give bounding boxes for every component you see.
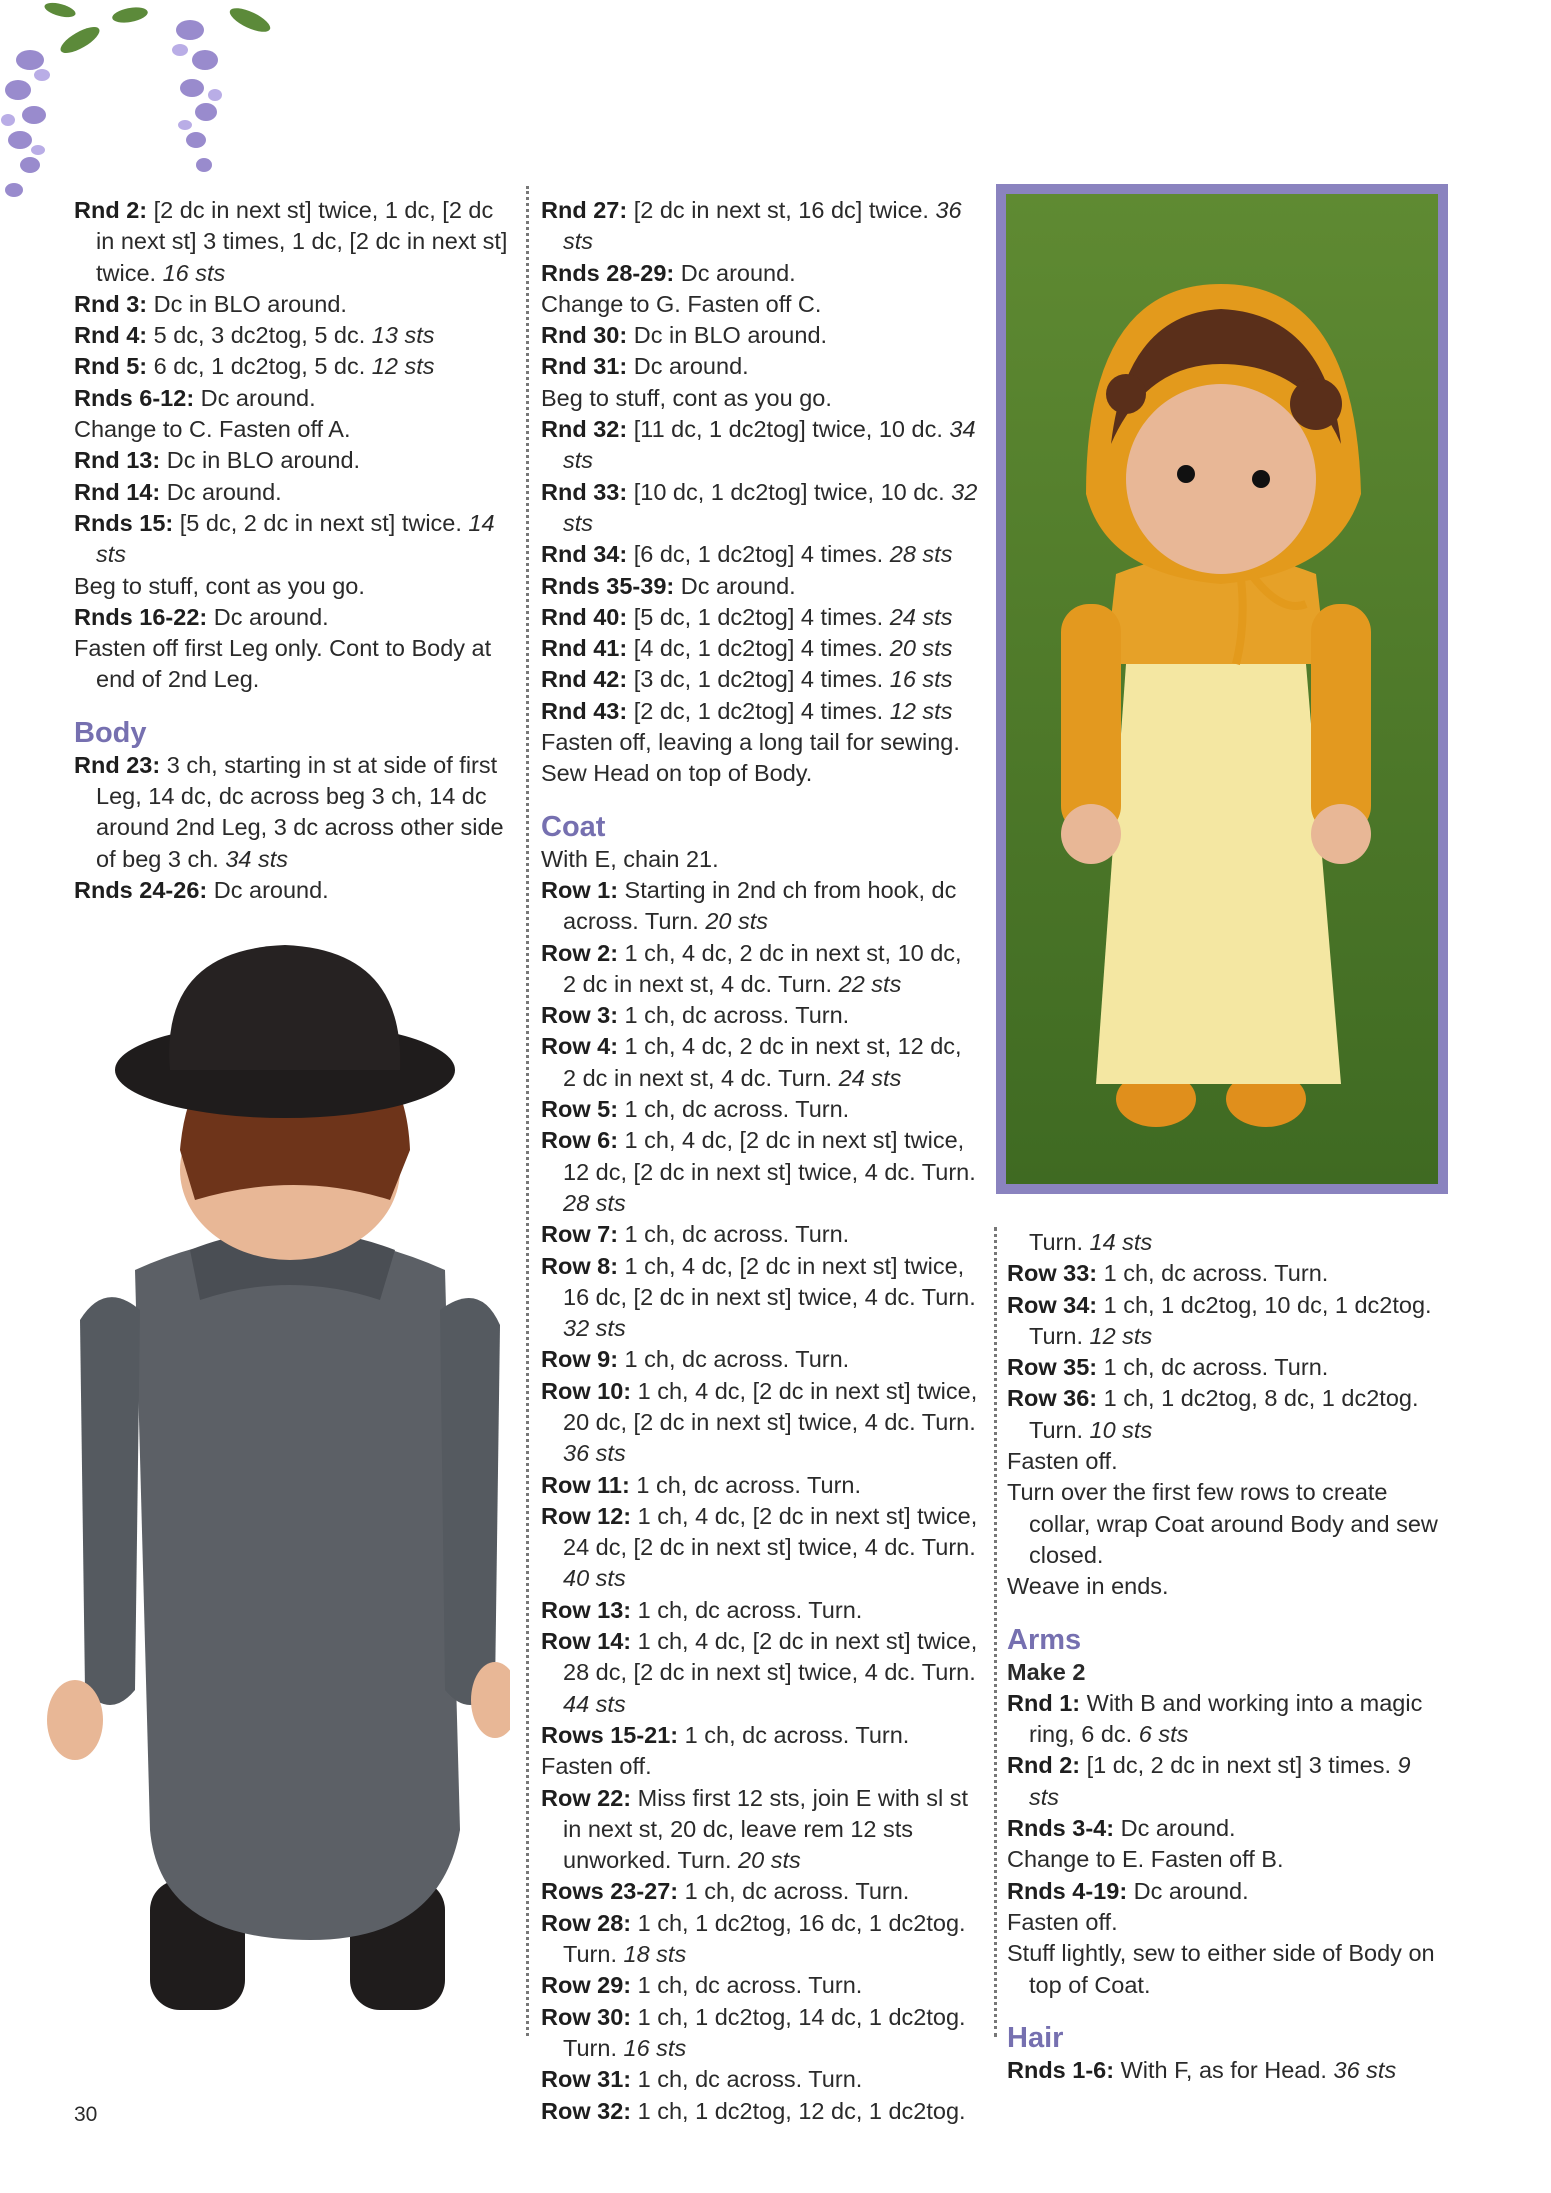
instruction-text: Stuff lightly, sew to either side of Body on top of Coat. bbox=[1007, 1940, 1435, 1998]
stitch-count: 14 sts bbox=[96, 509, 495, 568]
stitch-count: 44 sts bbox=[563, 1690, 626, 1717]
pattern-instruction bbox=[541, 875, 981, 938]
pattern-instruction bbox=[74, 750, 514, 875]
instruction-label: Rnd 3: bbox=[74, 290, 148, 317]
instruction-label: Rows 15-21: bbox=[541, 1721, 679, 1748]
pattern-instruction bbox=[1007, 1844, 1447, 1875]
stitch-count: 36 sts bbox=[563, 197, 962, 255]
instruction-label: Row 11: bbox=[541, 1471, 630, 1498]
pattern-instruction bbox=[541, 1251, 981, 1345]
instruction-label: Rnd 42: bbox=[541, 666, 628, 693]
instruction-text: 1 ch, 4 dc, [2 dc in next st] twice, 12 dc, [2 dc in next st] twice, 4 dc. Turn. bbox=[563, 1127, 976, 1185]
page-number: 30 bbox=[74, 2103, 98, 2126]
pattern-instruction bbox=[541, 195, 981, 258]
instruction-label: Row 5: bbox=[541, 1096, 619, 1123]
instruction-label: Rnd 30: bbox=[541, 322, 628, 349]
pattern-instruction bbox=[74, 508, 514, 571]
stitch-count: 10 sts bbox=[1082, 1416, 1153, 1443]
instruction-text: With B and working into a magic ring, 6 dc. bbox=[1029, 1689, 1423, 1748]
instruction-text: 1 ch, dc across. Turn. bbox=[631, 1972, 863, 1999]
instruction-label: Row 13: bbox=[541, 1596, 632, 1623]
instruction-text: Dc around. bbox=[674, 572, 796, 599]
pattern-instruction bbox=[541, 320, 981, 351]
instruction-label: Row 6: bbox=[541, 1127, 619, 1154]
instruction-text: [2 dc in next st, 16 dc] twice. bbox=[627, 197, 929, 223]
stitch-count: 32 sts bbox=[563, 478, 978, 536]
instruction-text: [10 dc, 1 dc2tog] twice, 10 dc. bbox=[627, 478, 945, 505]
instruction-label: Row 30: bbox=[541, 2003, 632, 2030]
section-heading: Hair bbox=[1007, 2021, 1064, 2054]
pattern-instruction bbox=[541, 633, 981, 664]
instruction-text: 1 ch, 1 dc2tog, 8 dc, 1 dc2tog. Turn. bbox=[1029, 1385, 1419, 1443]
instruction-label: Rnds 16-22: bbox=[74, 603, 208, 630]
pattern-instruction bbox=[541, 1751, 981, 1782]
pattern-instruction bbox=[541, 727, 981, 758]
instruction-label: Rnd 27: bbox=[541, 197, 628, 223]
pattern-instruction bbox=[541, 1783, 981, 1877]
instruction-text: 1 ch, 1 dc2tog, 14 dc, 1 dc2tog. Turn. bbox=[563, 2003, 966, 2061]
instruction-text: 1 ch, dc across. Turn. bbox=[618, 1096, 850, 1123]
pattern-instruction bbox=[541, 2002, 981, 2065]
instruction-text: Starting in 2nd ch from hook, dc across. Turn. bbox=[563, 876, 957, 935]
pattern-instruction bbox=[541, 1720, 981, 1751]
pattern-instruction bbox=[1007, 1571, 1447, 1602]
stitch-count: 32 sts bbox=[563, 1315, 626, 1342]
stitch-count: 20 sts bbox=[883, 635, 953, 662]
instruction-label: Row 2: bbox=[541, 939, 619, 966]
stitch-count: 16 sts bbox=[883, 666, 953, 693]
instruction-text: Beg to stuff, cont as you go. bbox=[74, 572, 365, 599]
instruction-text: [4 dc, 1 dc2tog] 4 times. bbox=[627, 635, 884, 662]
instruction-text: 1 ch, 4 dc, 2 dc in next st, 12 dc, 2 dc in next st, 4 dc. Turn. bbox=[563, 1033, 962, 1091]
instruction-text: 1 ch, 1 dc2tog, 10 dc, 1 dc2tog. Turn. bbox=[1029, 1291, 1432, 1349]
pattern-instruction bbox=[541, 696, 981, 727]
instruction-label: Rnd 31: bbox=[541, 353, 628, 380]
instruction-text: 1 ch, 4 dc, 2 dc in next st, 10 dc, 2 dc in next st, 4 dc. Turn. bbox=[563, 939, 962, 997]
stitch-count: 34 sts bbox=[563, 416, 976, 474]
instruction-label: Row 1: bbox=[541, 876, 619, 903]
column-divider bbox=[526, 186, 529, 2036]
pattern-instruction bbox=[74, 477, 514, 508]
pattern-instruction bbox=[541, 289, 981, 320]
instruction-label: Rows 23-27: bbox=[541, 1878, 679, 1905]
instruction-text: 1 ch, dc across. Turn. bbox=[631, 1596, 863, 1623]
instruction-text: Fasten off. bbox=[1007, 1448, 1118, 1475]
pattern-instruction bbox=[74, 289, 514, 320]
instruction-text: 1 ch, dc across. Turn. bbox=[678, 1878, 910, 1905]
pattern-instruction bbox=[541, 258, 981, 289]
stitch-count: 36 sts bbox=[1326, 2056, 1397, 2083]
pattern-instruction bbox=[74, 875, 514, 906]
pattern-instruction bbox=[541, 1970, 981, 2001]
stitch-count: 12 sts bbox=[365, 353, 435, 380]
stitch-count: 24 sts bbox=[883, 603, 953, 630]
instruction-text: With E, chain 21. bbox=[541, 845, 719, 872]
column-divider bbox=[994, 1227, 997, 2037]
pattern-instruction bbox=[541, 1626, 981, 1720]
stitch-count: 12 sts bbox=[883, 697, 953, 724]
doll-photo-frame bbox=[996, 184, 1448, 1194]
pattern-instruction bbox=[541, 1376, 981, 1470]
instruction-text: Turn over the first few rows to create collar, wrap Coat around Body and sew closed. bbox=[1007, 1479, 1438, 1568]
stitch-count: 36 sts bbox=[563, 1440, 626, 1467]
instruction-text: 1 ch, 4 dc, [2 dc in next st] twice, 16 dc, [2 dc in next st] twice, 4 dc. Turn. bbox=[563, 1252, 976, 1310]
instruction-text: Beg to stuff, cont as you go. bbox=[541, 384, 832, 411]
instruction-label: Rnd 43: bbox=[541, 697, 628, 724]
instruction-label: Row 9: bbox=[541, 1346, 619, 1373]
instruction-label: Rnd 33: bbox=[541, 478, 628, 505]
pattern-instruction bbox=[541, 664, 981, 695]
instruction-text: Dc around. bbox=[194, 384, 316, 411]
pattern-instruction bbox=[541, 1031, 981, 1094]
instruction-label: Rnd 4: bbox=[74, 322, 148, 349]
instruction-text: Sew Head on top of Body. bbox=[541, 760, 813, 787]
instruction-text: 1 ch, dc across. Turn. bbox=[618, 1002, 850, 1029]
pattern-instruction bbox=[1007, 1750, 1447, 1813]
pattern-instruction bbox=[541, 383, 981, 414]
instruction-label: Rnd 32: bbox=[541, 416, 628, 443]
instruction-label: Row 31: bbox=[541, 2066, 632, 2093]
pattern-instruction bbox=[1007, 1876, 1447, 1907]
instruction-label: Rnds 35-39: bbox=[541, 572, 675, 599]
pattern-instruction bbox=[541, 602, 981, 633]
instruction-label: Row 7: bbox=[541, 1221, 619, 1248]
pattern-instruction bbox=[541, 414, 981, 477]
pattern-instruction bbox=[541, 1470, 981, 1501]
pattern-instruction bbox=[74, 633, 514, 696]
section-heading: Coat bbox=[541, 810, 606, 843]
instruction-text: Change to C. Fasten off A. bbox=[74, 416, 351, 443]
instruction-label: Rnds 3-4: bbox=[1007, 1815, 1115, 1842]
pattern-instruction bbox=[1007, 1227, 1447, 1258]
instruction-text: Weave in ends. bbox=[1007, 1573, 1169, 1600]
stitch-count: 9 sts bbox=[1029, 1752, 1411, 1810]
male-doll-photo bbox=[40, 930, 510, 2020]
instruction-text: Fasten off first Leg only. Cont to Body at end of 2nd Leg. bbox=[74, 635, 492, 693]
pattern-instruction bbox=[541, 844, 981, 875]
instruction-label: Rnds 15: bbox=[74, 509, 174, 536]
instruction-label: Rnd 34: bbox=[541, 541, 628, 568]
instruction-label: Row 34: bbox=[1007, 1291, 1098, 1318]
instruction-text: Dc around. bbox=[207, 603, 329, 630]
instruction-text: 1 ch, dc across. Turn. bbox=[629, 1471, 861, 1498]
instruction-text: Change to E. Fasten off B. bbox=[1007, 1846, 1284, 1873]
instruction-label: Row 3: bbox=[541, 1002, 619, 1029]
pattern-instruction bbox=[541, 2064, 981, 2095]
pattern-instruction bbox=[1007, 1813, 1447, 1844]
pattern-instruction bbox=[1007, 1477, 1447, 1571]
instruction-label: Rnd 40: bbox=[541, 603, 628, 630]
instruction-label: Rnds 6-12: bbox=[74, 384, 195, 411]
instruction-label: Rnds 1-6: bbox=[1007, 2056, 1115, 2083]
pattern-column-1 bbox=[74, 195, 514, 906]
instruction-text: Fasten off. bbox=[1007, 1908, 1118, 1935]
instruction-label: Row 36: bbox=[1007, 1385, 1098, 1412]
pattern-instruction bbox=[541, 1094, 981, 1125]
instruction-label: Row 4: bbox=[541, 1033, 619, 1060]
instruction-text: [2 dc in next st] twice, 1 dc, [2 dc in next st] 3 times, 1 dc, [2 dc in next st] twice. bbox=[96, 197, 508, 286]
pattern-instruction bbox=[74, 414, 514, 445]
instruction-text: 1 ch, 1 dc2tog, 16 dc, 1 dc2tog. Turn. bbox=[563, 1909, 966, 1968]
instruction-text: 1 ch, 1 dc2tog, 12 dc, 1 dc2tog. bbox=[631, 2097, 966, 2124]
instruction-text: Dc in BLO around. bbox=[627, 322, 828, 349]
pattern-instruction bbox=[541, 1908, 981, 1971]
instruction-text: 1 ch, 4 dc, [2 dc in next st] twice, 28 dc, [2 dc in next st] twice, 4 dc. Turn. bbox=[563, 1628, 978, 1686]
instruction-label: Rnd 14: bbox=[74, 478, 161, 505]
stitch-count: 28 sts bbox=[883, 541, 953, 568]
stitch-count: 20 sts bbox=[698, 908, 769, 935]
stitch-count: 18 sts bbox=[616, 1941, 687, 1968]
instruction-text: 5 dc, 3 dc2tog, 5 dc. bbox=[147, 322, 366, 349]
instruction-text: [11 dc, 1 dc2tog] twice, 10 dc. bbox=[627, 416, 943, 443]
instruction-text: 1 ch, dc across. Turn. bbox=[678, 1721, 910, 1748]
instruction-label: Row 14: bbox=[541, 1628, 632, 1655]
instruction-label: Row 12: bbox=[541, 1502, 632, 1529]
instruction-text: Miss first 12 sts, join E with sl st in next st, 20 dc, leave rem 12 sts unworked. Turn. bbox=[563, 1784, 969, 1874]
pattern-instruction bbox=[74, 195, 514, 289]
instruction-text: 6 dc, 1 dc2tog, 5 dc. bbox=[147, 353, 366, 380]
pattern-instruction bbox=[1007, 1907, 1447, 1938]
instruction-label: Rnds 28-29: bbox=[541, 259, 675, 286]
instruction-label: Rnds 4-19: bbox=[1007, 1877, 1128, 1904]
stitch-count: 40 sts bbox=[563, 1565, 626, 1592]
pattern-instruction bbox=[1007, 1383, 1447, 1446]
instruction-text: Turn. bbox=[1029, 1229, 1083, 1255]
stitch-count: 28 sts bbox=[563, 1189, 626, 1216]
instruction-label: Row 22: bbox=[541, 1784, 632, 1811]
instruction-text: 1 ch, dc across. Turn. bbox=[618, 1346, 850, 1373]
pattern-instruction bbox=[541, 2096, 981, 2127]
instruction-text: Dc around. bbox=[1127, 1877, 1249, 1904]
instruction-label: Row 8: bbox=[541, 1252, 619, 1279]
instruction-text: Fasten off, leaving a long tail for sewing. bbox=[541, 729, 960, 756]
pattern-instruction bbox=[541, 571, 981, 602]
instruction-label: Row 28: bbox=[541, 1909, 632, 1936]
instruction-label: Rnd 23: bbox=[74, 751, 161, 778]
instruction-text: Dc around. bbox=[627, 353, 749, 380]
instruction-text: 3 ch, starting in st at side of first Leg, 14 dc, dc across beg 3 ch, 14 dc around 2nd Leg, 3 dc across other side of beg 3 ch. bbox=[96, 751, 504, 872]
stitch-count: 20 sts bbox=[731, 1847, 801, 1874]
instruction-label: Rnd 2: bbox=[74, 197, 148, 223]
instruction-text: Dc around. bbox=[674, 259, 796, 286]
pattern-instruction bbox=[541, 758, 981, 789]
instruction-label: Row 10: bbox=[541, 1377, 632, 1404]
pattern-instruction bbox=[74, 320, 514, 351]
pattern-instruction bbox=[1007, 2055, 1447, 2086]
pattern-column-2 bbox=[541, 195, 981, 2127]
stitch-count: 22 sts bbox=[832, 970, 902, 997]
stitch-count: 24 sts bbox=[832, 1064, 902, 1091]
instruction-text: Dc in BLO around. bbox=[147, 290, 347, 317]
instruction-text: Change to G. Fasten off C. bbox=[541, 290, 822, 317]
instruction-text: [1 dc, 2 dc in next st] 3 times. bbox=[1080, 1752, 1391, 1779]
stitch-count: 34 sts bbox=[218, 845, 289, 872]
pattern-instruction bbox=[1007, 1446, 1447, 1477]
pattern-instruction bbox=[74, 383, 514, 414]
pattern-instruction bbox=[541, 477, 981, 540]
stitch-count: 14 sts bbox=[1082, 1229, 1153, 1255]
pattern-instruction bbox=[541, 938, 981, 1001]
pattern-instruction bbox=[74, 351, 514, 382]
pattern-instruction bbox=[541, 351, 981, 382]
instruction-text: 1 ch, dc across. Turn. bbox=[618, 1221, 850, 1248]
instruction-text: Dc in BLO around. bbox=[160, 447, 361, 474]
instruction-text: 1 ch, dc across. Turn. bbox=[1097, 1260, 1329, 1287]
pattern-instruction bbox=[541, 539, 981, 570]
instruction-label: Rnd 2: bbox=[1007, 1752, 1081, 1779]
instruction-text: 1 ch, 4 dc, [2 dc in next st] twice, 20 dc, [2 dc in next st] twice, 4 dc. Turn. bbox=[563, 1377, 978, 1435]
instruction-label: Rnds 24-26: bbox=[74, 876, 208, 903]
instruction-text: With F, as for Head. bbox=[1114, 2056, 1327, 2083]
pattern-instruction bbox=[74, 602, 514, 633]
stitch-count: 16 sts bbox=[616, 2034, 687, 2061]
stitch-count: 12 sts bbox=[1082, 1322, 1153, 1349]
stitch-count: 16 sts bbox=[156, 259, 226, 286]
instruction-label: Row 33: bbox=[1007, 1260, 1098, 1287]
pattern-instruction bbox=[74, 571, 514, 602]
stitch-count: 6 sts bbox=[1132, 1721, 1189, 1748]
instruction-text: [5 dc, 2 dc in next st] twice. bbox=[173, 509, 462, 536]
instruction-label: Rnd 13: bbox=[74, 447, 161, 474]
pattern-instruction bbox=[74, 445, 514, 476]
section-heading: Arms bbox=[1007, 1623, 1082, 1656]
pattern-instruction bbox=[1007, 1352, 1447, 1383]
instruction-text: 1 ch, 4 dc, [2 dc in next st] twice, 24 dc, [2 dc in next st] twice, 4 dc. Turn. bbox=[563, 1502, 978, 1561]
section-heading: Body bbox=[74, 716, 147, 749]
pattern-instruction bbox=[1007, 1938, 1447, 2001]
female-doll-photo bbox=[1006, 194, 1438, 1184]
instruction-text: [3 dc, 1 dc2tog] 4 times. bbox=[627, 666, 884, 693]
pattern-instruction bbox=[541, 1595, 981, 1626]
pattern-instruction bbox=[1007, 1290, 1447, 1353]
pattern-instruction bbox=[541, 1219, 981, 1250]
stitch-count: 13 sts bbox=[365, 322, 435, 349]
pattern-instruction bbox=[541, 1125, 981, 1219]
instruction-text: 1 ch, dc across. Turn. bbox=[1097, 1354, 1329, 1381]
instruction-text: Dc around. bbox=[207, 876, 329, 903]
instruction-label: Rnd 41: bbox=[541, 635, 628, 662]
instruction-label: Rnd 1: bbox=[1007, 1689, 1081, 1716]
instruction-text: Fasten off. bbox=[541, 1753, 652, 1780]
pattern-instruction bbox=[541, 1344, 981, 1375]
instruction-text: [2 dc, 1 dc2tog] 4 times. bbox=[627, 697, 884, 724]
instruction-label: Row 32: bbox=[541, 2097, 632, 2124]
pattern-column-3 bbox=[1007, 1227, 1447, 2086]
instruction-text: Dc around. bbox=[160, 478, 282, 505]
instruction-label: Row 35: bbox=[1007, 1354, 1098, 1381]
pattern-instruction bbox=[541, 1876, 981, 1907]
instruction-text: [5 dc, 1 dc2tog] 4 times. bbox=[627, 603, 884, 630]
instruction-label: Row 29: bbox=[541, 1972, 632, 1999]
pattern-instruction bbox=[1007, 1258, 1447, 1289]
instruction-text: Dc around. bbox=[1114, 1815, 1236, 1842]
instruction-text: [6 dc, 1 dc2tog] 4 times. bbox=[627, 541, 884, 568]
instruction-text: 1 ch, dc across. Turn. bbox=[631, 2066, 863, 2093]
instruction-label: Rnd 5: bbox=[74, 353, 148, 380]
pattern-instruction bbox=[541, 1000, 981, 1031]
section-subheading: Make 2 bbox=[1007, 1658, 1086, 1685]
pattern-instruction bbox=[541, 1501, 981, 1595]
pattern-instruction bbox=[1007, 1688, 1447, 1751]
